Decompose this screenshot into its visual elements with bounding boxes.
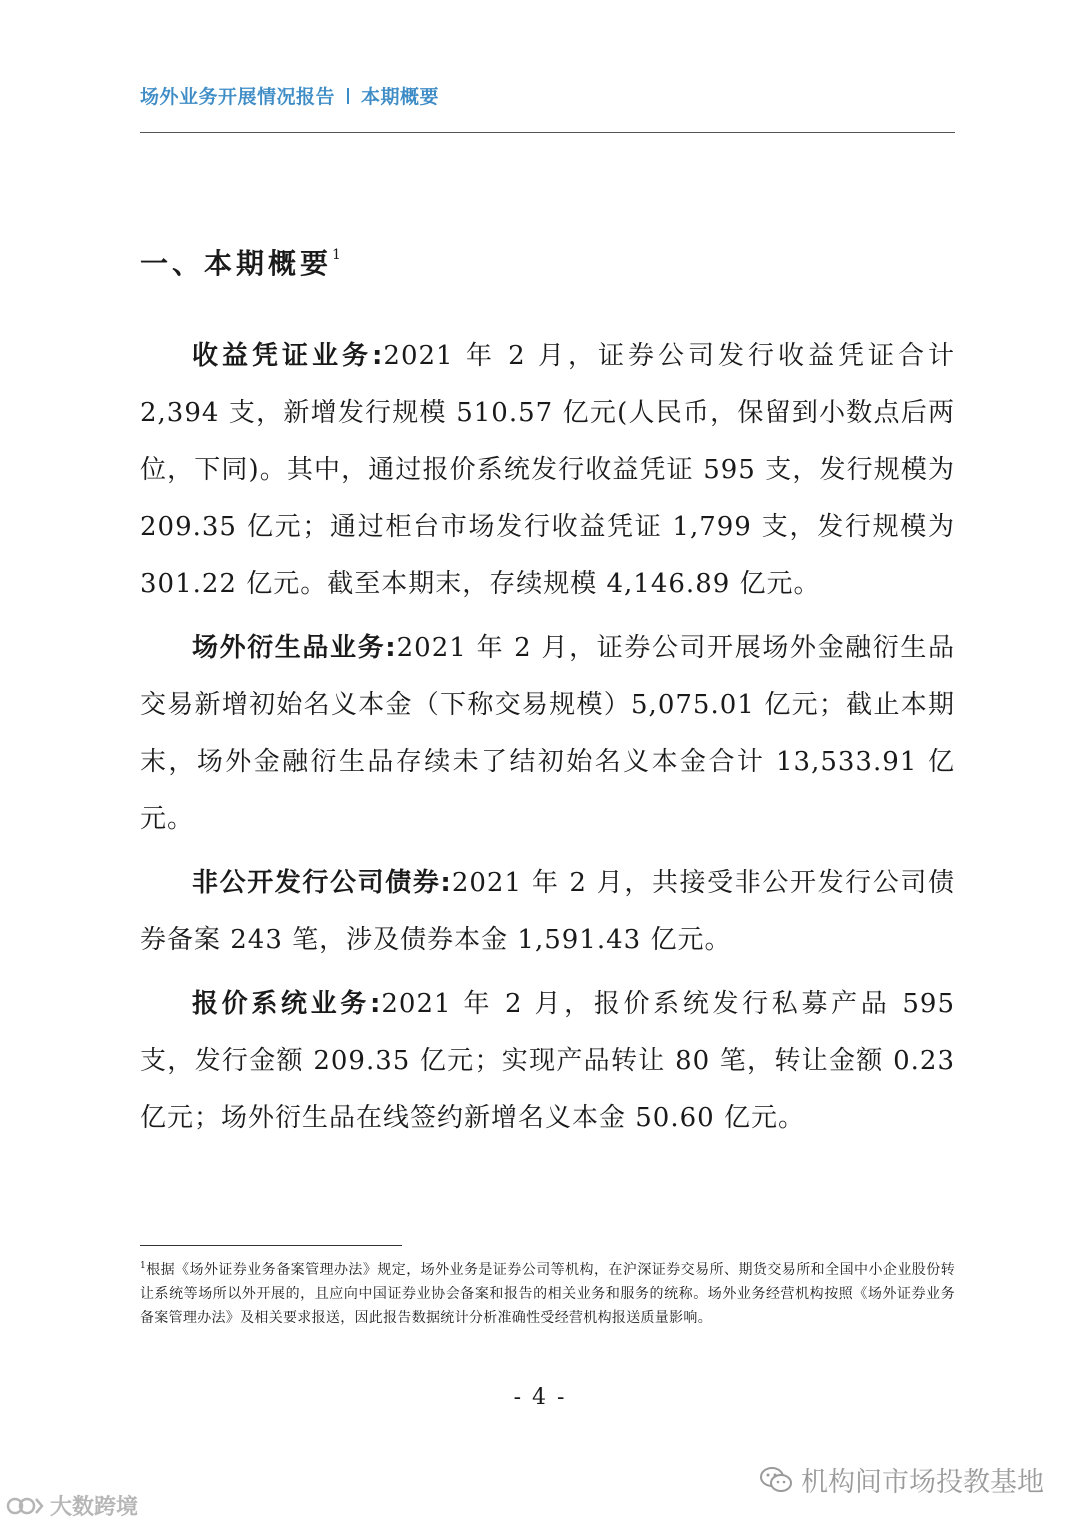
footnote-reference: 1 xyxy=(332,247,341,263)
paragraph-text: 2021 年 2 月，证券公司发行收益凭证合计 2,394 支，新增发行规模 510.57 亿元(人民币，保留到小数点后两位，下同)。其中，通过报价系统发行收益凭证 595 支，发行规模为 209.35 亿元；通过柜台市场发行收益凭证 1,799 支，发行规模为 301.22 亿元。截至本期末，存续规模 4,146.89 亿元。 xyxy=(140,341,955,599)
header-separator xyxy=(347,88,349,104)
watermark-right xyxy=(759,1460,1044,1499)
section-title xyxy=(140,242,341,282)
paragraph-lead: 场外衍生品业务: xyxy=(192,633,397,663)
section-name: 本期概要 xyxy=(361,86,440,108)
footnote-marker: 1 xyxy=(140,1261,147,1271)
paragraph-lead: 非公开发行公司债券: xyxy=(192,868,452,898)
wechat-icon xyxy=(759,1466,793,1494)
watermark-left xyxy=(6,1490,138,1521)
footnote-text: 根据《场外证券业务备案管理办法》规定，场外业务是证券公司等机构，在沪深证券交易所、期货交易所和全国中小企业股份转让系统等场所以外开展的，且应向中国证券业协会备案和报告的相关业务和服务的统称。场外业务经营机构按照《场外证券业务备案管理办法》及相关要求报送，因此报告数据统计分析准确性受经营机构报送质量影响。 xyxy=(140,1262,955,1326)
paragraph-otc-derivatives xyxy=(140,620,955,848)
header-rule xyxy=(140,132,955,133)
paragraph-text: 2021 年 2 月，证券公司开展场外金融衍生品交易新增初始名义本金（下称交易规模）5,075.01 亿元；截止本期末，场外金融衍生品存续未了结初始名义本金合计 13,533.91 亿元。 xyxy=(140,633,955,834)
paragraph-income-certificates xyxy=(140,328,955,613)
brand-logo-icon xyxy=(6,1495,44,1517)
paragraph-quotation-system xyxy=(140,976,955,1147)
section-title-text: 一、本期概要 xyxy=(140,247,333,280)
paragraph-lead: 报价系统业务: xyxy=(192,989,382,1019)
paragraph-text: 2021 年 2 月，报价系统发行私募产品 595 支，发行金额 209.35 亿元；实现产品转让 80 笔，转让金额 0.23 亿元；场外衍生品在线签约新增名义本金 50.60 亿元。 xyxy=(140,989,955,1133)
paragraph-private-bonds xyxy=(140,855,955,969)
report-title: 场外业务开展情况报告 xyxy=(140,86,336,108)
watermark-left-text: 大数跨境 xyxy=(50,1495,139,1520)
running-header xyxy=(140,82,439,109)
footnote xyxy=(140,1254,955,1330)
paragraph-text: 2021 年 2 月，共接受非公开发行公司债券备案 243 笔，涉及债券本金 1,591.43 亿元。 xyxy=(140,868,955,955)
watermark-right-text: 机构间市场投教基地 xyxy=(801,1467,1044,1498)
paragraph-lead: 收益凭证业务: xyxy=(192,341,384,371)
body-text xyxy=(140,328,955,1154)
footnote-rule xyxy=(140,1245,402,1246)
page-number: - 4 - xyxy=(513,1385,567,1410)
